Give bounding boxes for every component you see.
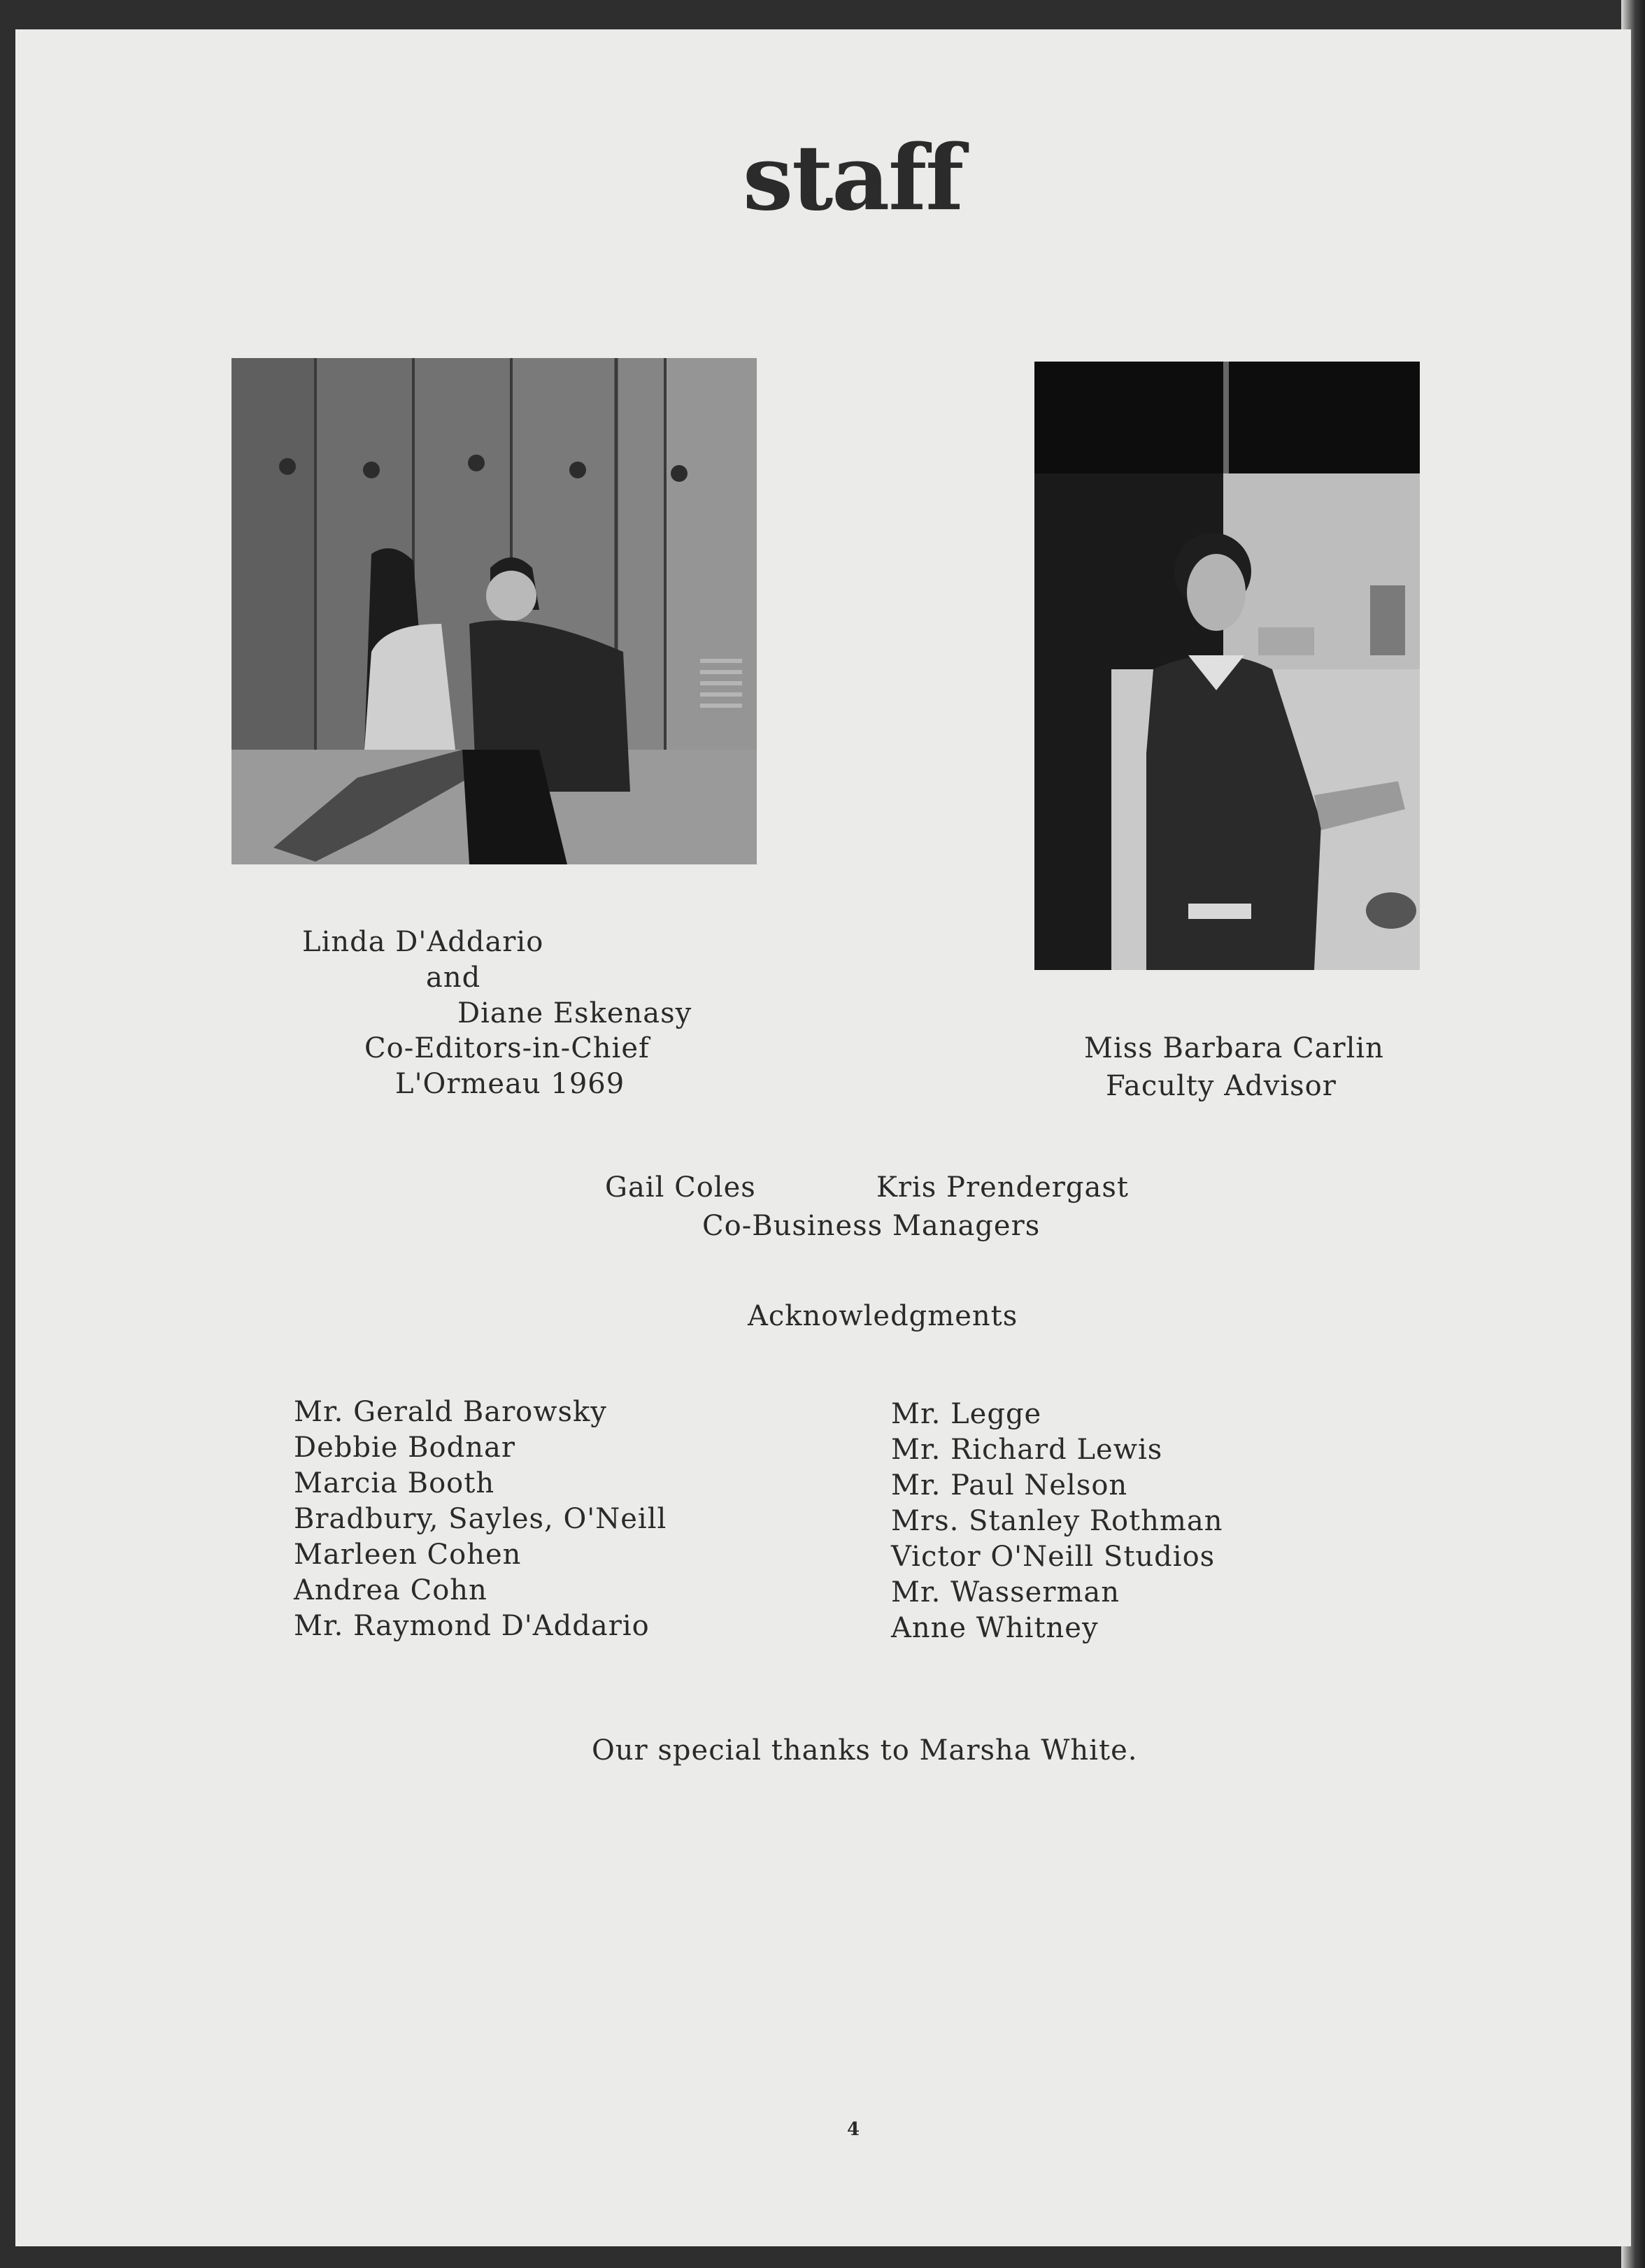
advisor-name: Miss Barbara Carlin xyxy=(1084,1032,1384,1064)
page-number: 4 xyxy=(847,2119,860,2140)
editor-name-1: Linda D'Addario xyxy=(302,926,544,958)
list-item: Mr. Gerald Barowsky xyxy=(294,1396,607,1428)
list-item: Marcia Booth xyxy=(294,1467,495,1499)
list-item: Victor O'Neill Studios xyxy=(891,1541,1216,1573)
photo-advisor xyxy=(1034,362,1420,970)
list-item: Mr. Richard Lewis xyxy=(891,1434,1163,1466)
editors-and: and xyxy=(426,962,481,994)
business-role: Co-Business Managers xyxy=(702,1210,1041,1242)
editors-publication: L'Ormeau 1969 xyxy=(395,1068,625,1100)
list-item: Anne Whitney xyxy=(891,1612,1099,1644)
list-item: Marleen Cohen xyxy=(294,1539,522,1571)
editor-name-2: Diane Eskenasy xyxy=(457,997,692,1029)
acknowledgments-left-list xyxy=(294,1395,667,1644)
list-item: Bradbury, Sayles, O'Neill xyxy=(294,1503,667,1535)
business-name-2: Kris Prendergast xyxy=(876,1171,1129,1204)
list-item: Mr. Paul Nelson xyxy=(891,1469,1128,1502)
business-name-1: Gail Coles xyxy=(605,1171,756,1204)
special-thanks: Our special thanks to Marsha White. xyxy=(592,1734,1138,1767)
list-item: Mr. Legge xyxy=(891,1398,1042,1430)
page-title: staff xyxy=(743,126,963,231)
list-item: Mr. Raymond D'Addario xyxy=(294,1610,650,1642)
editors-role: Co-Editors-in-Chief xyxy=(364,1032,650,1064)
acknowledgments-heading: Acknowledgments xyxy=(748,1300,1018,1332)
advisor-role: Faculty Advisor xyxy=(1106,1070,1337,1102)
photo-editors-icon xyxy=(232,358,757,864)
list-item: Mrs. Stanley Rothman xyxy=(891,1505,1223,1537)
acknowledgments-right-list xyxy=(891,1397,1223,1646)
list-item: Debbie Bodnar xyxy=(294,1432,515,1464)
list-item: Mr. Wasserman xyxy=(891,1576,1120,1609)
photo-editors xyxy=(232,358,757,864)
photo-advisor-icon xyxy=(1034,362,1420,970)
list-item: Andrea Cohn xyxy=(294,1574,487,1606)
